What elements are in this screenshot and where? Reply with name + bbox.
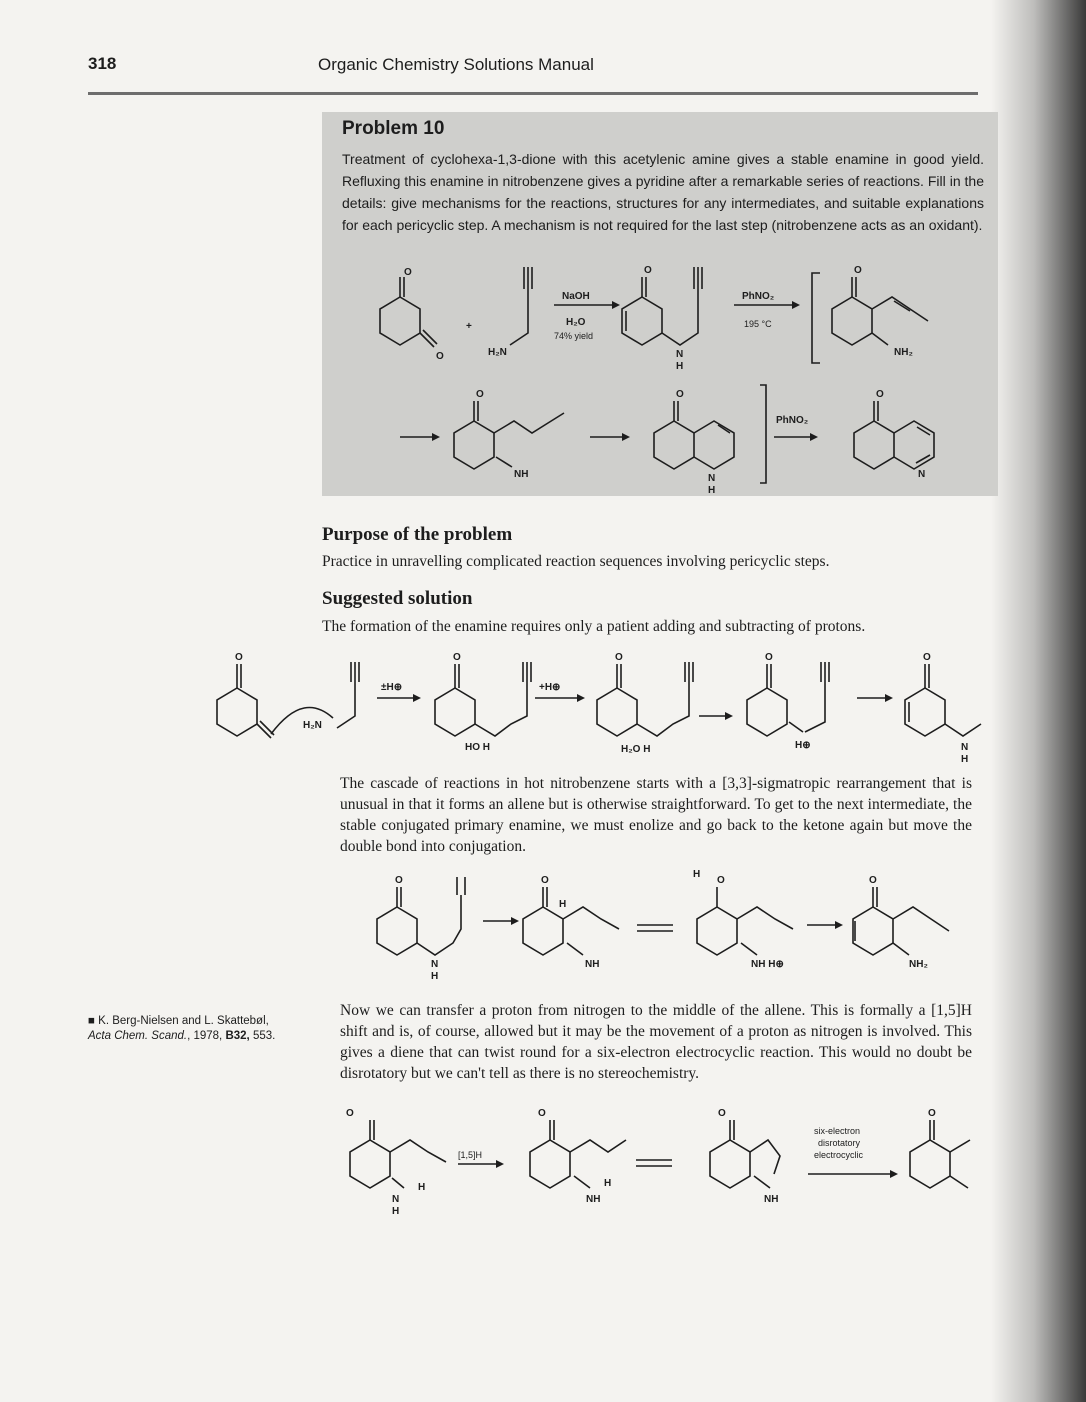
proton-transfer-label: ±H⊕ [381,682,403,693]
reference-journal: Acta Chem. Scand. [88,1030,188,1042]
reference-authors: K. Berg-Nielsen and L. Skattebøl, [98,1015,269,1027]
solution-text-2: The cascade of reactions in hot nitrobenzene starts with a [3,3]-sigmatropic rearrangement that is unusual in that it forms an allene but is otherwise straightforward. To get to the next intermediate, the stable conjugated primary enamine, we must enolize and go back to the ketone again but move the double bond into conjugation. [340,775,972,855]
svg-text:O: O [765,652,773,663]
header-rule [88,92,978,95]
svg-text:NH: NH [764,1194,779,1205]
reagent-water: H₂O [566,317,586,328]
svg-text:O: O [718,1108,726,1119]
svg-text:H: H [431,971,439,982]
electrocyclic-label-2: disrotatory [818,1138,861,1148]
side-note-reference: ■ K. Berg-Nielsen and L. Skattebøl, Acta Chem. Scand., 1978, B32, 553. [88,1015,276,1042]
svg-text:O: O [541,875,549,886]
svg-text:O: O [538,1108,546,1119]
page-gutter-shadow [991,0,1086,1402]
purpose-text: Practice in unravelling complicated reaction sequences involving pericyclic steps. [322,553,830,570]
svg-text:H: H [392,1206,400,1217]
svg-text:H⊕: H⊕ [795,740,811,751]
svg-text:O: O [869,875,877,886]
svg-text:O: O [453,652,461,663]
svg-text:H: H [604,1178,612,1189]
svg-text:O: O [235,652,243,663]
problem-title: Problem 10 [342,118,445,139]
svg-text:HO H: HO H [465,742,490,753]
bullet-marker-icon: ■ [88,1015,99,1027]
svg-text:NH: NH [514,469,529,480]
svg-text:H: H [559,899,567,910]
solution-text-1: The formation of the enamine requires only a patient adding and subtracting of protons. [322,618,866,635]
svg-text:N: N [392,1194,400,1205]
solution-text-3: Now we can transfer a proton from nitrogen to the middle of the allene. This is formally a [1,5]H shift and is, of course, allowed but it may be the movement of a proton as nitrogen is involved. This gives a diene that can twist round for a six-electron electrocyclic reaction. This would no doubt be disrotatory but we can't tell as there is no stereochemistry. [340,1002,972,1082]
reference-year: 1978, [193,1030,223,1042]
reference-pages: 553. [252,1030,276,1042]
svg-text:H: H [676,361,684,372]
svg-text:NH₂: NH₂ [909,959,928,970]
svg-text:NH H⊕: NH H⊕ [751,959,784,970]
page-number: 318 [88,54,117,73]
reagent-phno2-oxidant: PhNO₂ [776,415,809,426]
reagent-naoh: NaOH [562,291,590,302]
svg-text:O: O [717,875,725,886]
electrocyclic-label-3: electrocyclic [814,1150,864,1160]
svg-text:O: O [928,1108,936,1119]
svg-text:H: H [418,1182,426,1193]
svg-text:O: O [876,389,884,400]
svg-text:N: N [708,473,716,484]
plus-sign: + [466,321,472,332]
svg-text:NH₂: NH₂ [894,347,913,358]
svg-text:H: H [961,754,969,765]
solution-heading: Suggested solution [322,588,473,609]
svg-text:H₂N: H₂N [303,720,322,731]
svg-text:O: O [476,389,484,400]
problem-reaction-scheme [322,255,998,495]
svg-text:O: O [436,351,444,362]
svg-text:O: O [676,389,684,400]
svg-text:H₂O H: H₂O H [621,744,651,755]
svg-text:NH: NH [586,1194,601,1205]
electrocyclic-scheme [318,1098,978,1228]
svg-text:N: N [676,349,684,360]
svg-text:O: O [346,1108,354,1119]
electrocyclic-label-1: six-electron [814,1126,861,1136]
running-title: Organic Chemistry Solutions Manual [318,55,594,74]
problem-text: Treatment of cyclohexa-1,3-dione with this acetylenic amine gives a stable enamine in good yield. Refluxing this enamine in nitrobenzene gives a pyridine after a remarkable series of reactions. Fill in the details: give mechanisms for the reactions, structures for any intermediates, and suitable explanations for each pericyclic step. A mechanism is not required for the last step (nitrobenzene acts as an oxidant). [342,151,984,233]
svg-text:O: O [923,652,931,663]
svg-text:H: H [708,485,716,495]
svg-text:NH: NH [585,959,600,970]
svg-text:H: H [693,869,701,880]
shift-label: [1,5]H [458,1150,483,1160]
svg-text:N: N [918,469,926,480]
enamine-formation-scheme [185,642,985,772]
yield-label: 74% yield [554,331,594,341]
reference-volume: B32, [225,1030,250,1042]
protonation-label: +H⊕ [539,682,561,693]
svg-text:O: O [854,265,862,276]
o-label: O [404,267,412,278]
svg-text:H₂N: H₂N [488,347,507,358]
temperature-label: 195 °C [744,319,772,329]
sigmatropic-scheme [345,865,965,995]
svg-text:N: N [431,959,439,970]
svg-text:O: O [395,875,403,886]
svg-text:O: O [615,652,623,663]
reagent-phno2: PhNO₂ [742,291,775,302]
svg-text:N: N [961,742,969,753]
svg-text:O: O [644,265,652,276]
purpose-heading: Purpose of the problem [322,524,513,545]
